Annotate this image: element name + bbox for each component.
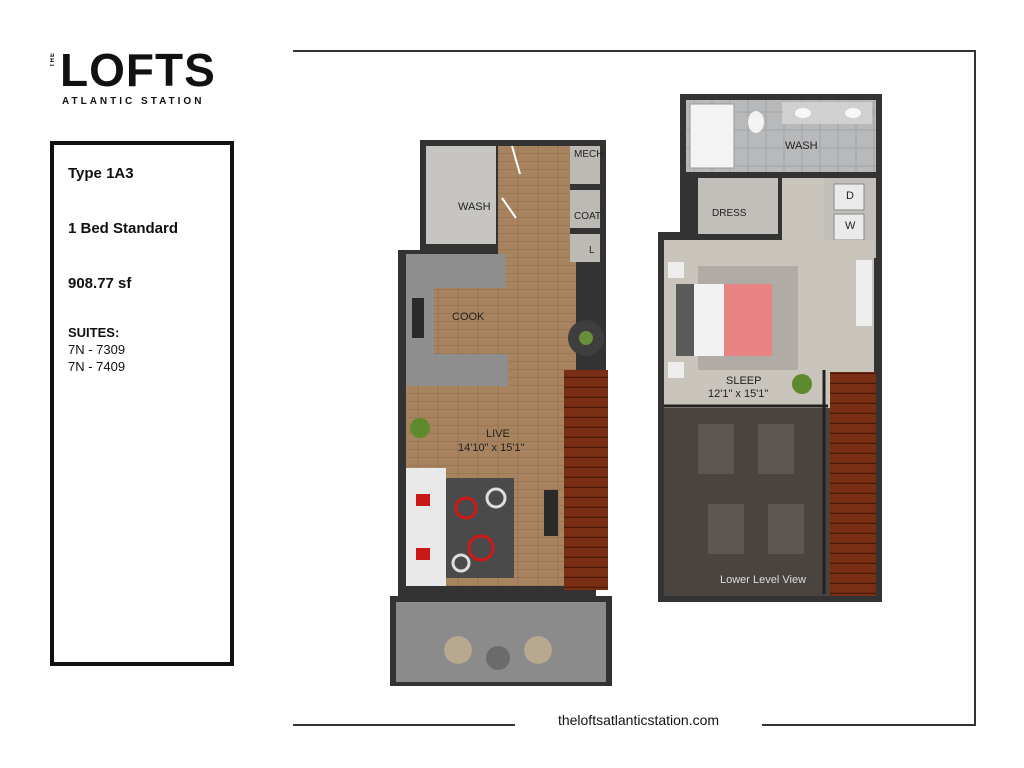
room-label-sleep: SLEEP — [726, 375, 762, 387]
logo-prefix: THE — [50, 52, 56, 67]
suite-item: 7N - 7409 — [68, 359, 126, 374]
room-label-live: LIVE — [486, 428, 510, 440]
logo-subtitle: ATLANTIC STATION — [62, 96, 205, 107]
room-dims-sleep: 12'1" x 15'1" — [708, 388, 769, 400]
website-link[interactable]: theloftsatlanticstation.com — [557, 712, 720, 728]
unit-info-panel — [50, 141, 234, 666]
room-label-dress: DRESS — [712, 208, 747, 219]
room-label-coat: COAT — [574, 211, 602, 222]
brand-logo — [48, 44, 228, 110]
suite-item: 7N - 7309 — [68, 342, 126, 357]
frame-right-line — [974, 50, 976, 726]
frame-bottom-line — [293, 724, 515, 726]
lower-level-view-label: Lower Level View — [720, 574, 807, 586]
room-label-washer: W — [845, 220, 856, 232]
upper-level-floor-plan — [658, 94, 882, 602]
room-dims-live: 14'10" x 15'1" — [458, 442, 525, 454]
logo-main: LOFTS — [60, 44, 216, 96]
unit-bed: 1 Bed Standard — [68, 220, 179, 237]
suites-label: SUITES: — [68, 325, 120, 340]
room-label-dryer: D — [846, 190, 854, 202]
lower-level-floor-plan — [386, 138, 622, 686]
room-label-wash: WASH — [458, 201, 491, 213]
room-label-cook: COOK — [452, 311, 485, 323]
frame-top-line — [293, 50, 976, 52]
room-label-linen: L — [589, 245, 595, 256]
unit-type: Type 1A3 — [68, 165, 134, 182]
upper-level-drawing — [658, 94, 882, 602]
unit-area: 908.77 sf — [68, 275, 132, 292]
frame-bottom-line — [762, 724, 976, 726]
room-label-mech: MECH — [574, 149, 604, 160]
room-label-wash-upper: WASH — [785, 140, 818, 152]
